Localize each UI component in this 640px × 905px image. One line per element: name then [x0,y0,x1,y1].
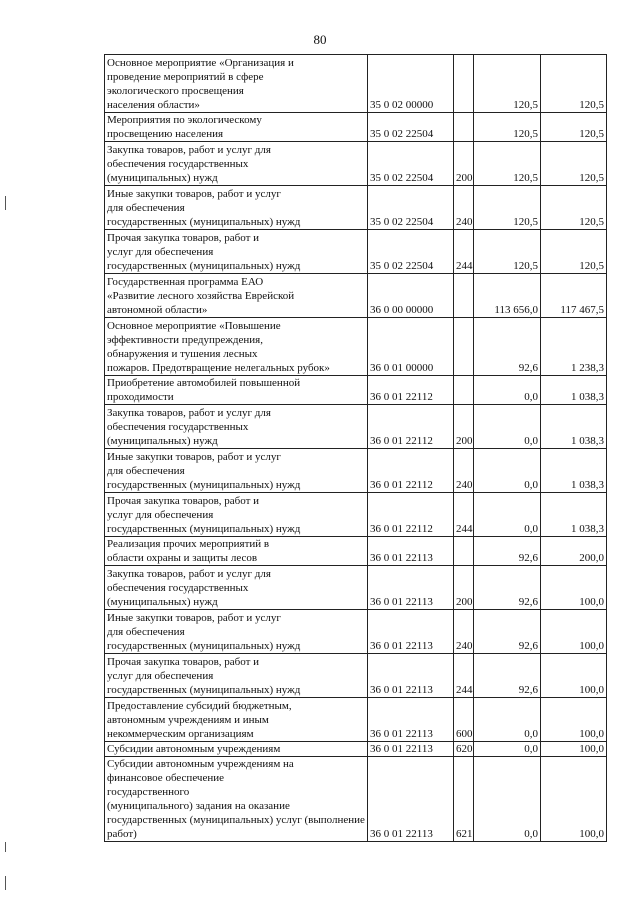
row-code-cell: 35 0 02 22504 [368,186,454,230]
row-type-cell: 600 [454,698,474,742]
table-row [105,493,607,537]
row-type-cell: 244 [454,654,474,698]
row-type-cell [454,537,474,566]
row-value-2-cell: 120,5 [541,55,607,113]
row-name-cell: Мероприятия по экологическому просвещению населения [105,113,368,142]
table-row [105,230,607,274]
row-name-cell: Государственная программа ЕАО «Развитие лесного хозяйства Еврейской автономной области» [105,274,368,318]
row-type-cell: 240 [454,186,474,230]
table-row [105,566,607,610]
row-value-1-cell: 92,6 [474,610,541,654]
row-type-cell: 200 [454,405,474,449]
row-code-cell: 36 0 01 22113 [368,742,454,757]
row-code-cell: 35 0 02 22504 [368,142,454,186]
row-value-2-cell: 1 038,3 [541,405,607,449]
row-code-cell: 36 0 01 22112 [368,493,454,537]
row-name-cell: Основное мероприятие «Повышение эффективности предупреждения, обнаружения и тушения лесных пожаров. Предотвращение нелегальных рубок» [105,318,368,376]
row-code-cell: 35 0 02 22504 [368,230,454,274]
row-code-cell: 36 0 01 22113 [368,537,454,566]
row-code-cell: 36 0 01 22112 [368,405,454,449]
table-row [105,698,607,742]
row-value-2-cell: 100,0 [541,610,607,654]
row-name-cell: Иные закупки товаров, работ и услуг для обеспечения государственных (муниципальных) нужд [105,610,368,654]
table-row [105,318,607,376]
row-value-2-cell: 120,5 [541,113,607,142]
row-value-1-cell: 0,0 [474,742,541,757]
row-name-cell: Прочая закупка товаров, работ и услуг для обеспечения государственных (муниципальных) нужд [105,654,368,698]
table-row [105,186,607,230]
row-value-2-cell: 100,0 [541,742,607,757]
row-value-2-cell: 120,5 [541,230,607,274]
table-row [105,376,607,405]
row-code-cell: 36 0 01 22113 [368,610,454,654]
row-value-2-cell: 200,0 [541,537,607,566]
table-row [105,654,607,698]
scan-margin-mark [5,196,6,210]
row-value-1-cell: 120,5 [474,230,541,274]
row-value-1-cell: 0,0 [474,757,541,842]
row-name-cell: Предоставление субсидий бюджетным, автономным учреждениям и иным некоммерческим организациям [105,698,368,742]
row-name-cell: Иные закупки товаров, работ и услуг для обеспечения государственных (муниципальных) нужд [105,186,368,230]
row-name-cell: Прочая закупка товаров, работ и услуг для обеспечения государственных (муниципальных) нужд [105,493,368,537]
row-value-1-cell: 92,6 [474,537,541,566]
row-code-cell: 35 0 02 22504 [368,113,454,142]
row-type-cell [454,376,474,405]
row-name-cell: Закупка товаров, работ и услуг для обеспечения государственных (муниципальных) нужд [105,405,368,449]
row-value-2-cell: 117 467,5 [541,274,607,318]
row-value-1-cell: 0,0 [474,449,541,493]
row-type-cell: 244 [454,230,474,274]
row-type-cell [454,113,474,142]
row-value-2-cell: 1 038,3 [541,493,607,537]
table-row [105,449,607,493]
row-type-cell: 244 [454,493,474,537]
row-name-cell: Приобретение автомобилей повышенной проходимости [105,376,368,405]
row-value-2-cell: 120,5 [541,186,607,230]
row-value-1-cell: 120,5 [474,55,541,113]
row-value-2-cell: 100,0 [541,654,607,698]
row-type-cell: 240 [454,449,474,493]
budget-table-body [105,55,607,842]
row-name-cell: Реализация прочих мероприятий в области охраны и защиты лесов [105,537,368,566]
row-name-cell: Закупка товаров, работ и услуг для обеспечения государственных (муниципальных) нужд [105,142,368,186]
row-value-2-cell: 1 038,3 [541,449,607,493]
row-name-cell: Иные закупки товаров, работ и услуг для обеспечения государственных (муниципальных) нужд [105,449,368,493]
row-type-cell: 200 [454,142,474,186]
table-row [105,274,607,318]
scan-margin-mark [5,842,6,852]
row-value-2-cell: 1 038,3 [541,376,607,405]
row-value-1-cell: 0,0 [474,405,541,449]
row-type-cell [454,274,474,318]
row-code-cell: 36 0 01 00000 [368,318,454,376]
row-code-cell: 35 0 02 00000 [368,55,454,113]
row-code-cell: 36 0 01 22113 [368,698,454,742]
row-value-1-cell: 113 656,0 [474,274,541,318]
page-number: 80 [313,32,327,47]
row-code-cell: 36 0 01 22112 [368,376,454,405]
row-name-cell: Основное мероприятие «Организация и проведение мероприятий в сфере экологического просвещения населения области» [105,55,368,113]
row-value-2-cell: 100,0 [541,566,607,610]
row-code-cell: 36 0 01 22113 [368,654,454,698]
row-name-cell: Субсидии автономным учреждениям [105,742,368,757]
row-code-cell: 36 0 00 00000 [368,274,454,318]
table-row [105,537,607,566]
row-name-cell: Прочая закупка товаров, работ и услуг для обеспечения государственных (муниципальных) нужд [105,230,368,274]
row-type-cell [454,55,474,113]
table-row [105,142,607,186]
row-type-cell: 200 [454,566,474,610]
row-code-cell: 36 0 01 22112 [368,449,454,493]
row-code-cell: 36 0 01 22113 [368,566,454,610]
row-value-2-cell: 100,0 [541,698,607,742]
row-name-cell: Закупка товаров, работ и услуг для обеспечения государственных (муниципальных) нужд [105,566,368,610]
budget-table [104,54,607,842]
row-value-1-cell: 120,5 [474,142,541,186]
row-type-cell: 240 [454,610,474,654]
table-row [105,757,607,842]
table-row [105,610,607,654]
row-value-2-cell: 120,5 [541,142,607,186]
row-value-1-cell: 0,0 [474,376,541,405]
row-type-cell: 621 [454,757,474,842]
row-type-cell: 620 [454,742,474,757]
row-value-2-cell: 1 238,3 [541,318,607,376]
table-row [105,405,607,449]
row-value-1-cell: 0,0 [474,493,541,537]
row-value-1-cell: 92,6 [474,318,541,376]
row-type-cell [454,318,474,376]
row-value-1-cell: 120,5 [474,186,541,230]
table-row [105,113,607,142]
row-value-2-cell: 100,0 [541,757,607,842]
table-row [105,55,607,113]
row-value-1-cell: 92,6 [474,654,541,698]
row-code-cell: 36 0 01 22113 [368,757,454,842]
row-name-cell: Субсидии автономным учреждениям на финансовое обеспечение государственного (муниципального) задания на оказание государственных (муниципальных) услуг (выполнение работ) [105,757,368,842]
scan-margin-mark [5,876,6,890]
row-value-1-cell: 92,6 [474,566,541,610]
row-value-1-cell: 120,5 [474,113,541,142]
row-value-1-cell: 0,0 [474,698,541,742]
table-row [105,742,607,757]
